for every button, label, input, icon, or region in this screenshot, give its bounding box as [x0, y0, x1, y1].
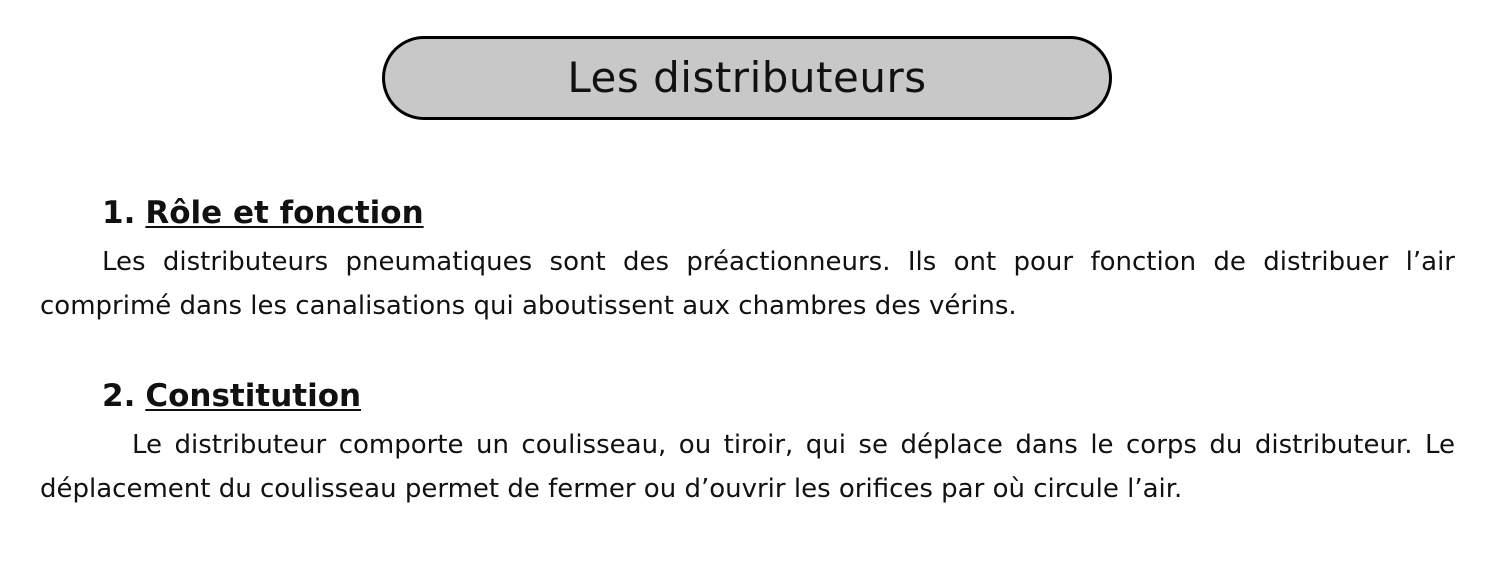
section-title: Rôle et fonction	[145, 195, 424, 231]
section-paragraph-role: Les distributeurs pneumatiques sont des préactionneurs. Ils ont pour fonction de distribuer l’air comprimé dans les canalisations qui aboutissent aux chambres des vérins.	[40, 247, 1455, 321]
section-heading-role	[102, 196, 424, 230]
section-paragraph-constitution: Le distributeur comporte un coulisseau, ou tiroir, qui se déplace dans le corps du distributeur. Le déplacement du coulisseau permet de fermer ou d’ouvrir les orifices par où circule l’air.	[40, 430, 1455, 504]
page-title: Les distributeurs	[567, 53, 927, 102]
section-heading-constitution	[102, 379, 361, 413]
section-number: 2.	[102, 378, 136, 414]
title-box	[382, 36, 1112, 120]
section-number: 1.	[102, 195, 136, 231]
section-title: Constitution	[145, 378, 362, 414]
